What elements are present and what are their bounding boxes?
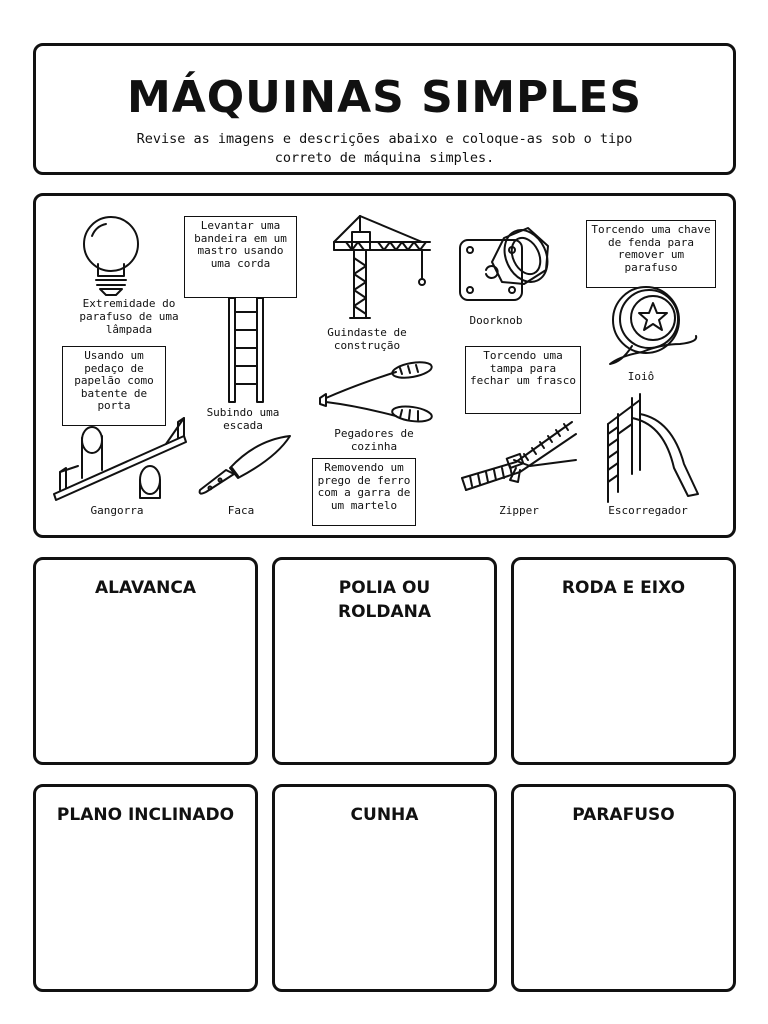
item-label-zipper: Zipper bbox=[499, 504, 539, 517]
page-title: MÁQUINAS SIMPLES bbox=[126, 72, 643, 123]
item-note-jar: Torcendo uma tampa para fechar um frasco bbox=[465, 346, 581, 414]
category-box-polia[interactable] bbox=[272, 557, 497, 765]
category-box-alavanca[interactable] bbox=[33, 557, 258, 765]
category-box-roda-e-eixo[interactable] bbox=[511, 557, 736, 765]
page-subtitle: Revise as imagens e descrições abaixo e coloque-as sob o tipo correto de máquina simples. bbox=[136, 131, 633, 166]
item-label-seesaw: Gangorra bbox=[90, 504, 144, 517]
item-label-doorknob: Doorknob bbox=[469, 314, 523, 327]
category-title-parafuso: PARAFUSO bbox=[572, 805, 675, 825]
category-title-plano-inclinado: PLANO INCLINADO bbox=[56, 805, 235, 825]
item-label-knife: Faca bbox=[227, 504, 255, 517]
yoyo-icon bbox=[602, 286, 702, 368]
category-title-roda-e-eixo: RODA E EIXO bbox=[561, 578, 686, 598]
item-note-hammer: Removendo um prego de ferro com a garra de um martelo bbox=[312, 458, 416, 526]
slide-icon bbox=[604, 394, 702, 504]
category-title-polia: POLIA OU ROLDANA bbox=[337, 578, 432, 622]
category-box-plano-inclinado[interactable] bbox=[33, 784, 258, 992]
item-note-screwdriver: Torcendo uma chave de fenda para remover um parafuso bbox=[586, 220, 716, 288]
item-label-slide: Escorregador bbox=[608, 504, 688, 517]
item-label-crane: Guindaste de construção bbox=[327, 326, 407, 352]
lightbulb-icon bbox=[78, 216, 144, 296]
seesaw-icon bbox=[52, 408, 192, 500]
knife-icon bbox=[196, 434, 292, 498]
category-title-alavanca: ALAVANCA bbox=[94, 578, 196, 598]
item-label-lightbulb: Extremidade do parafuso de uma lâmpada bbox=[79, 297, 179, 336]
crane-icon bbox=[330, 214, 432, 320]
category-title-cunha: CUNHA bbox=[350, 805, 419, 825]
category-box-cunha[interactable] bbox=[272, 784, 497, 992]
item-note-cardboard: Usando um pedaço de papelão como batente de porta bbox=[62, 346, 166, 426]
items-panel bbox=[33, 193, 736, 538]
ladder-icon bbox=[226, 298, 266, 402]
item-label-yoyo: Ioiô bbox=[627, 370, 655, 383]
doorknob-icon bbox=[458, 224, 554, 304]
item-label-ladder: Subindo uma escada bbox=[206, 406, 280, 432]
item-label-tongs: Pegadores de cozinha bbox=[334, 427, 414, 453]
category-box-parafuso[interactable] bbox=[511, 784, 736, 992]
item-note-flag: Levantar uma bandeira em um mastro usando uma corda bbox=[184, 216, 297, 298]
tongs-icon bbox=[318, 360, 434, 424]
header-box bbox=[33, 43, 736, 175]
zipper-icon bbox=[460, 420, 578, 498]
